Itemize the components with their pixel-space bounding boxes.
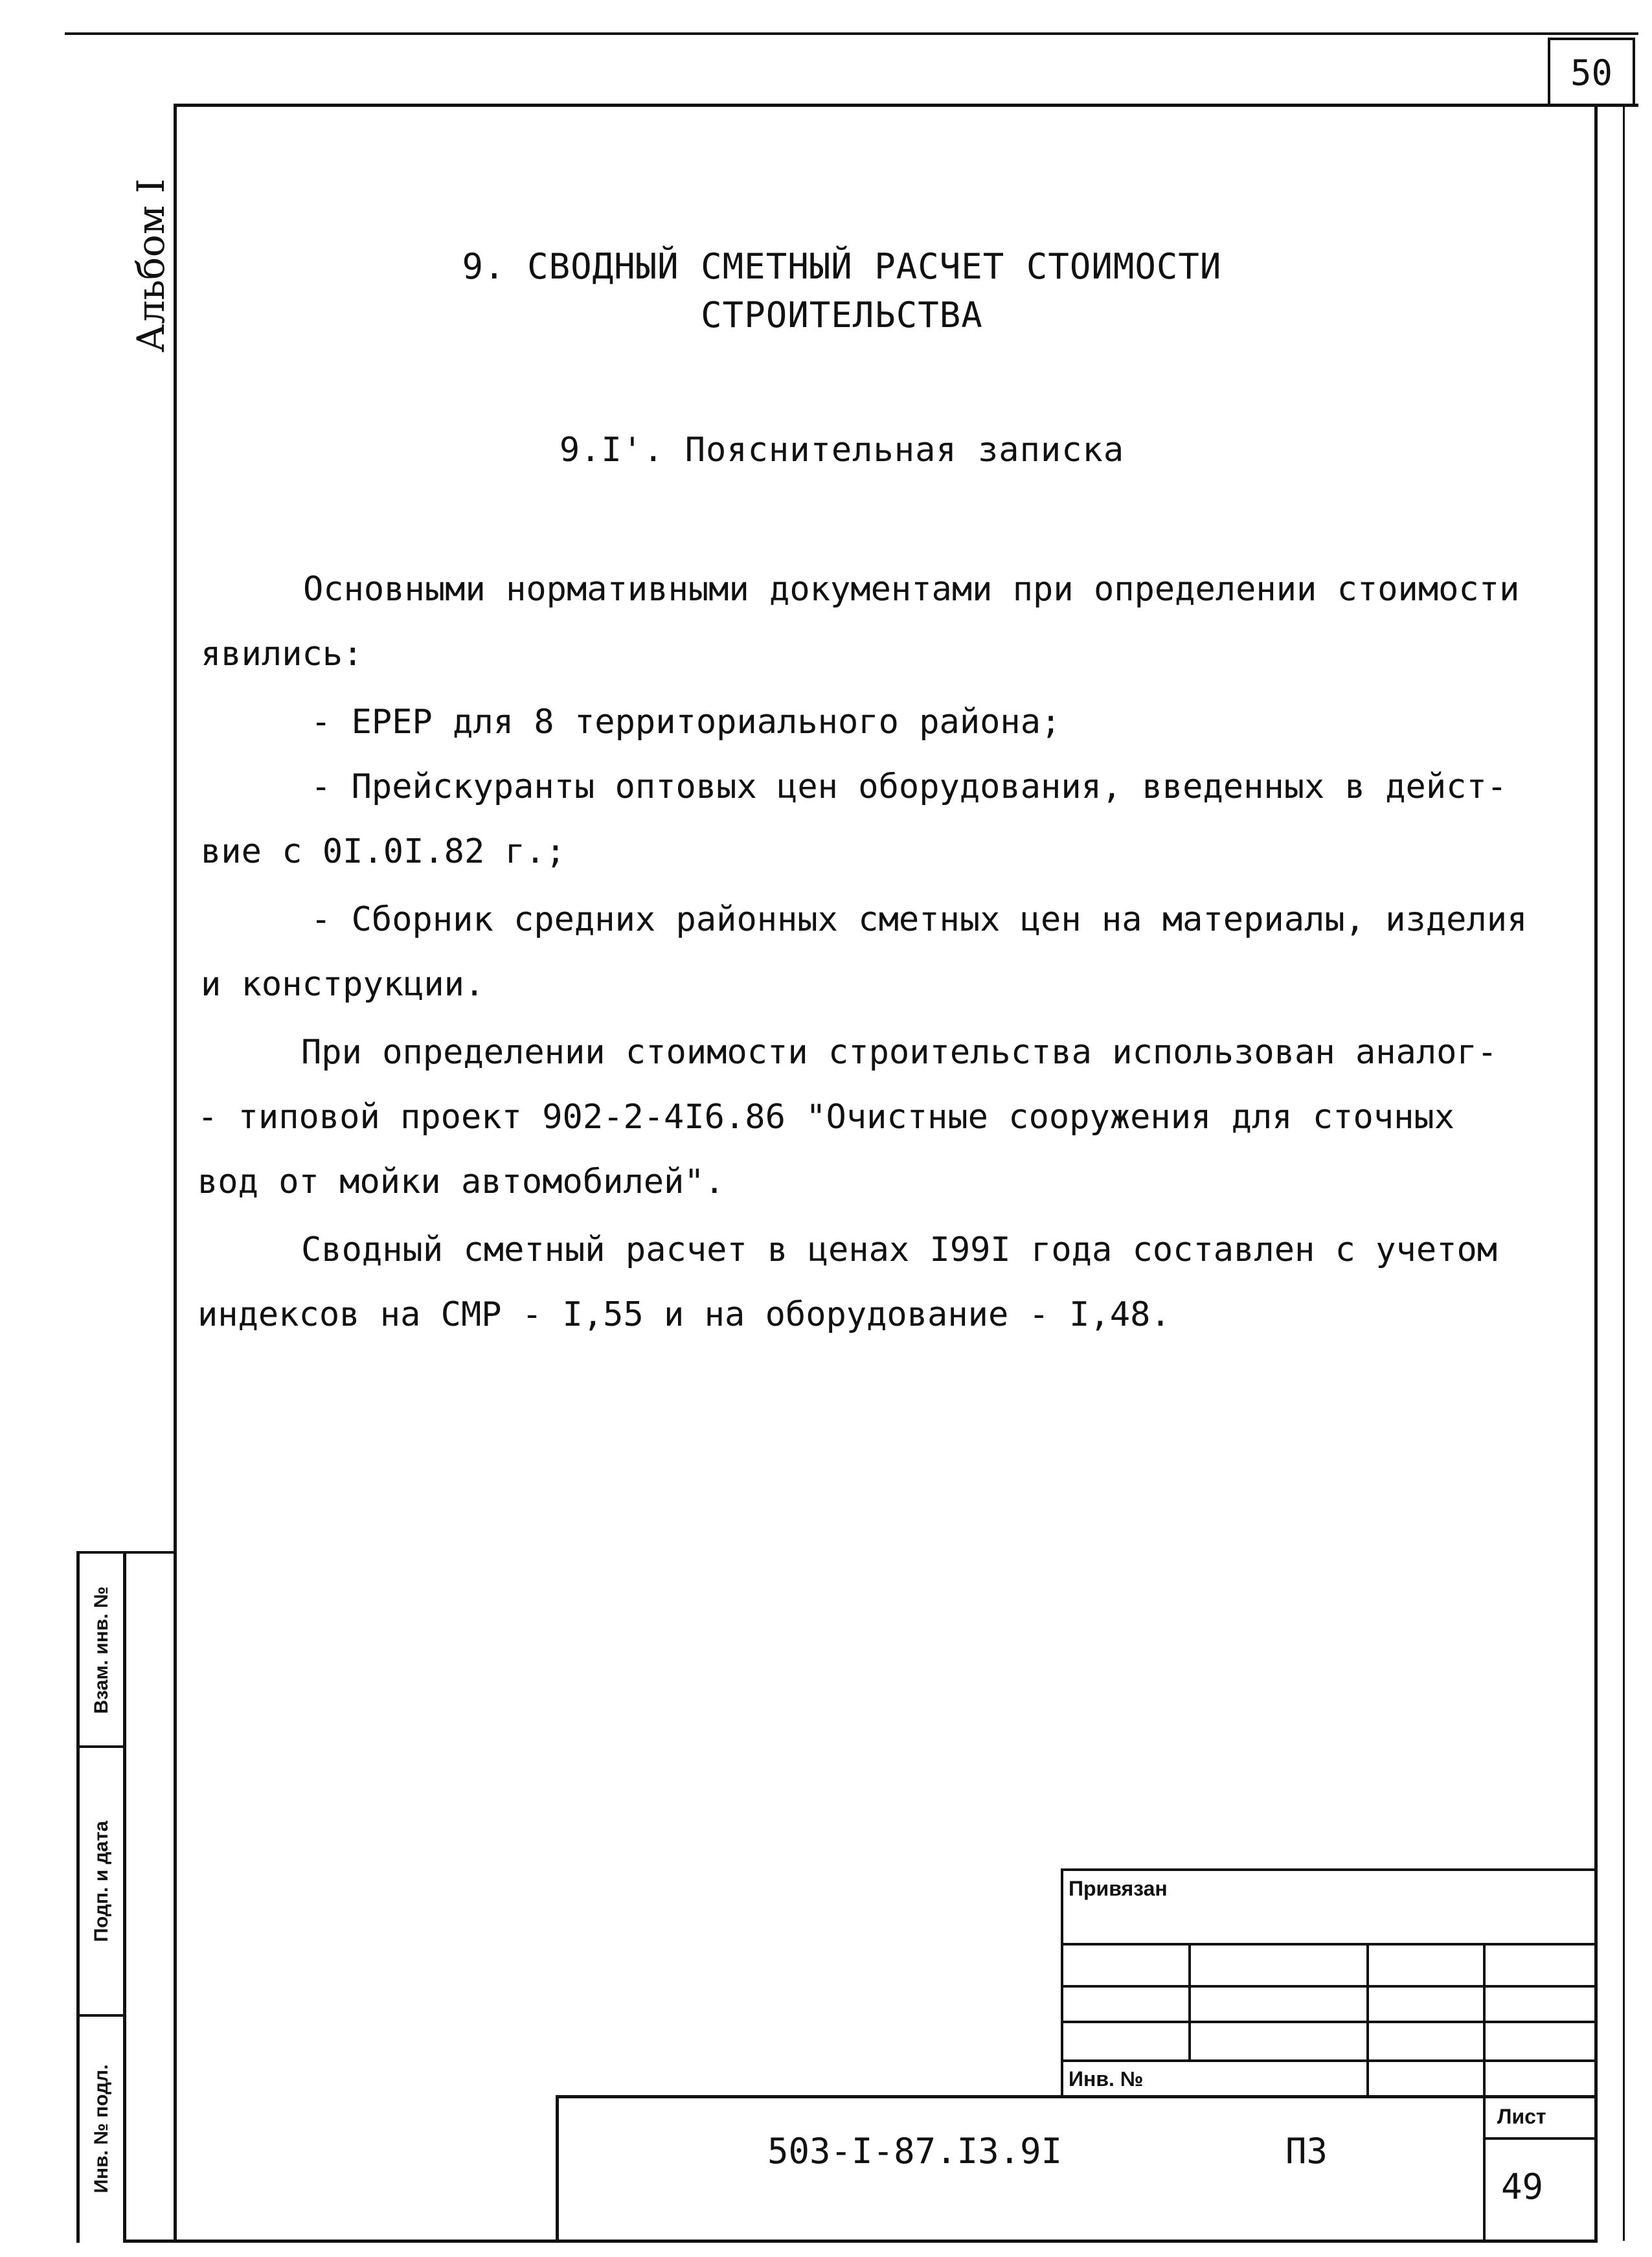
side-stamp-div2	[76, 2014, 126, 2017]
title-block-row3	[1061, 2021, 1598, 2023]
body-line: - типовой проект 902-2-4I6.86 "Очистные сооружения для сточных	[198, 1098, 1455, 1137]
frame-left-lower	[174, 1551, 177, 2243]
body-line: - Прейскуранты оптовых цен оборудования, введенных в дейст-	[311, 767, 1508, 806]
privyazan-label: Привязан	[1069, 1877, 1168, 1900]
side-stamp-top	[76, 1551, 177, 1554]
body-line: индексов на СМР - I,55 и на оборудование - I,48.	[198, 1295, 1171, 1334]
title-block-col1	[1188, 1943, 1191, 2059]
title-block-row1	[1061, 1943, 1598, 1945]
title-block-row2	[1061, 1985, 1598, 1988]
side-stamp-div1	[76, 1745, 126, 1748]
body-line: При определении стоимости строительства использован аналог-	[301, 1033, 1498, 1072]
side-stamp-vzam: Взам. инв. №	[91, 1586, 112, 1714]
section-heading-line2: СТРОИТЕЛЬСТВА	[701, 295, 983, 335]
side-stamp-inv: Инв. № подл.	[91, 2063, 112, 2194]
document-section: ПЗ	[1285, 2131, 1328, 2172]
frame-right	[1594, 104, 1598, 2241]
body-line: Основными нормативными документами при определении стоимости	[303, 570, 1520, 609]
side-stamp-podp: Подп. и дата	[91, 1820, 112, 1942]
title-block-col2	[1366, 1943, 1369, 2098]
frame-right-outer	[1623, 104, 1625, 2241]
title-block-row4	[1061, 2059, 1598, 2062]
body-line: Сводный сметный расчет в ценах I99I года составлен с учетом	[301, 1231, 1498, 1269]
sheet-divider	[1483, 2137, 1598, 2140]
body-line: - ЕРЕР для 8 территориального района;	[311, 703, 1061, 742]
inv-no-label: Инв. №	[1069, 2067, 1144, 2091]
album-label: Альбом I	[129, 178, 173, 353]
body-line: и конструкции.	[201, 965, 485, 1004]
frame-top	[174, 104, 1638, 107]
title-block-left	[1061, 1868, 1063, 2098]
sheet-label: Лист	[1497, 2105, 1546, 2128]
document-code: 503-I-87.I3.9I	[767, 2131, 1063, 2172]
body-line: вие с 0I.0I.82 г.;	[201, 832, 566, 871]
body-line: явились:	[201, 635, 363, 674]
body-line: вод от мойки автомобилей".	[198, 1163, 725, 1201]
subsection-heading: 9.I'. Пояснительная записка	[559, 431, 1125, 470]
page-number: 50	[1548, 38, 1635, 106]
body-line: - Сборник средних районных сметных цен на материалы, изделия	[311, 900, 1528, 939]
title-block-col3	[1483, 1943, 1486, 2241]
stamp-left	[556, 2095, 559, 2241]
top-rule	[65, 32, 1638, 35]
stamp-top	[556, 2095, 1598, 2098]
section-heading-line1: 9. СВОДНЫЙ СМЕТНЫЙ РАСЧЕТ СТОИМОСТИ	[462, 246, 1222, 287]
frame-bottom	[123, 2240, 1598, 2243]
title-block-top	[1061, 1868, 1598, 1871]
sheet-number: 49	[1501, 2166, 1544, 2207]
